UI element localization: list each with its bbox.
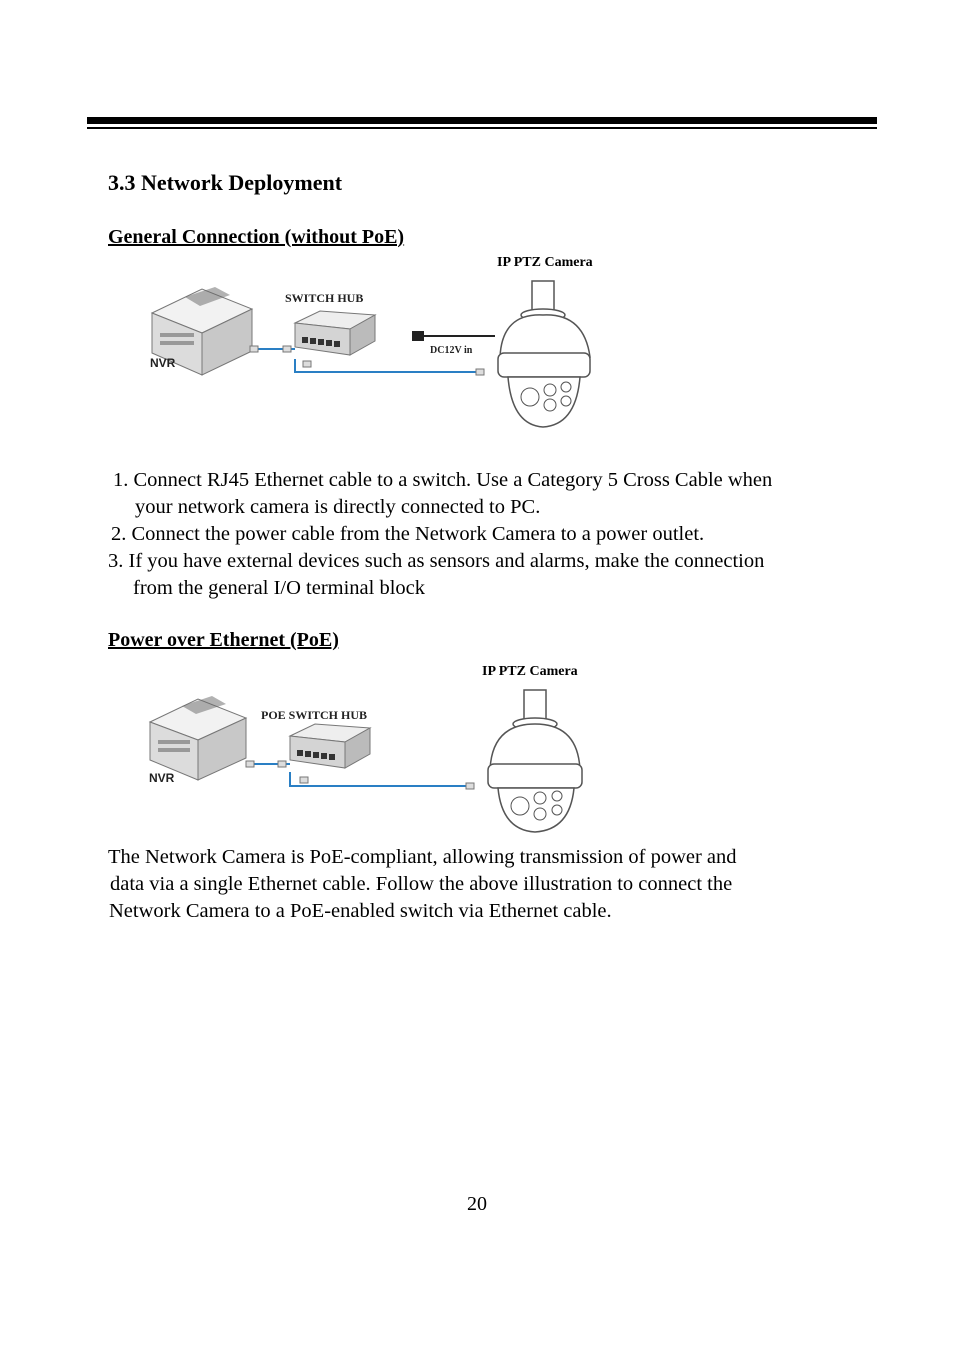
power-adapter [412, 331, 495, 356]
switch-hub-label: SWITCH HUB [285, 291, 364, 305]
power-input-label: DC12V in [430, 345, 473, 356]
step-3: 3. If you have external devices such as sensors and alarms, make the connection [108, 550, 765, 572]
poe-nvr-label: NVR [149, 771, 175, 785]
switch-hub-device [285, 291, 375, 355]
poe-paragraph-line-2: data via a single Ethernet cable. Follow the above illustration to connect the [110, 873, 733, 895]
section-title: 3.3 Network Deployment [108, 170, 343, 195]
ptz-camera [498, 281, 590, 427]
nvr-device [150, 287, 252, 375]
header-rule-thin [87, 127, 877, 129]
poe-switch-hub-device [261, 708, 370, 768]
general-connection-heading: General Connection (without PoE) [108, 226, 405, 248]
general-camera-label: IP PTZ Camera [497, 255, 593, 270]
poe-network-cables [246, 761, 474, 789]
poe-switch-hub-label: POE SWITCH HUB [261, 708, 368, 722]
general-connection-diagram [140, 275, 610, 435]
poe-heading: Power over Ethernet (PoE) [108, 629, 339, 651]
poe-paragraph-line-3: Network Camera to a PoE-enabled switch via Ethernet cable. [109, 900, 612, 922]
poe-nvr-device [149, 696, 246, 785]
poe-paragraph-line-1: The Network Camera is PoE-compliant, allowing transmission of power and [108, 846, 737, 868]
step-3-continued: from the general I/O terminal block [133, 577, 426, 599]
header-rule-thick [87, 117, 877, 124]
step-1-continued: your network camera is directly connected to PC. [135, 496, 541, 518]
step-2: 2. Connect the power cable from the Network Camera to a power outlet. [111, 523, 705, 545]
poe-connection-diagram [140, 684, 600, 836]
page-number: 20 [467, 1193, 487, 1215]
poe-ptz-camera [488, 690, 582, 832]
nvr-label: NVR [150, 356, 176, 370]
step-1: 1. Connect RJ45 Ethernet cable to a switch. Use a Category 5 Cross Cable when [113, 469, 773, 491]
poe-camera-label: IP PTZ Camera [482, 664, 578, 679]
